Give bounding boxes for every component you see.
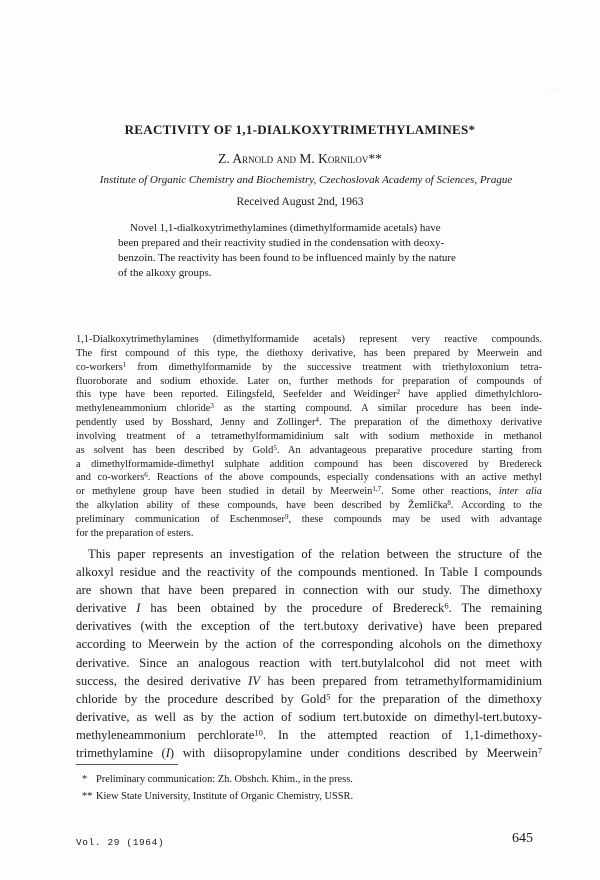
- body-line: This paper represents an investigation of the relation between the structure of the: [88, 547, 542, 561]
- intro-line: as solvent has been described by Gold$^5$. An advantageous preparative procedure starting from: [76, 443, 542, 456]
- citation-marker: 2: [396, 388, 401, 397]
- body-line: trimethylamine (I) with diisopropylamine under conditions described by Meerwein$^7$: [76, 745, 542, 761]
- citation-marker: 9: [285, 513, 289, 521]
- intro-line: the alkylation ability of these compounds, have been described by Žemlička$^8$. According to the: [76, 499, 543, 512]
- body-line: derivative, as well as by the action of sodium tert.butoxide on dimethyl-tert.butoxy-: [76, 709, 542, 724]
- footnote-text: Preliminary communication: Zh. Obshch. Khim., in the press.: [96, 774, 353, 785]
- citation-marker: 5: [273, 443, 277, 452]
- intro-line: methyleneammonium chloride$^3$ as the starting compound. A similar procedure has been inde-: [76, 402, 542, 415]
- body-line: according to Meerwein by the action of the corresponding alcohols on the dimethoxy: [76, 637, 542, 652]
- journal-volume: Vol. 29 (1964): [76, 837, 165, 848]
- citation-marker: 10: [254, 727, 263, 738]
- footnote: [82, 788, 353, 805]
- intro-line: 1,1-Dialkoxytrimethylamines (dimethylformamide acetals) represent very reactive compounds.: [76, 334, 542, 345]
- citation-marker: 3: [210, 402, 214, 411]
- paper-affiliation: Institute of Organic Chemistry and Biochemistry, Czechoslovak Academy of Sciences, Prague: [99, 174, 513, 186]
- introduction-paragraph: [76, 333, 542, 541]
- footnote: [82, 771, 353, 788]
- intro-line: involving treatment of a tetramethylformamidinium salt with sodium methoxide in methanol: [76, 430, 542, 442]
- body-line: derivatives (with the exception of the tert.butoxy derivative) have been prepared: [76, 619, 542, 634]
- abstract-line: of the alkoxy groups.: [118, 267, 212, 279]
- citation-marker: 7: [537, 745, 542, 756]
- body-line: alkoxyl residue and the reactivity of the compounds mentioned. In Table I compounds: [76, 565, 542, 580]
- body-line: derivative. Since an analogous reaction with tert.butylalcohol did not meet with: [76, 655, 542, 670]
- received-date: Received August 2nd, 1963: [236, 196, 364, 208]
- abstract-line: been prepared and their reactivity studied in the condensation with deoxy-: [118, 237, 445, 249]
- footnote-mark: *: [82, 774, 88, 785]
- body-line: success, the desired derivative IV has been prepared from tetramethylformamidinium: [76, 673, 542, 688]
- body-line: derivative I has been obtained by the procedure of Bredereck$^6$. The remaining: [76, 600, 543, 616]
- scan-artifact-icon: ·∴·: [549, 86, 558, 94]
- footnote-text: Kiew State University, Institute of Organic Chemistry, USSR.: [96, 791, 354, 802]
- intro-line: and co-workers$^6$. Reactions of the above compounds, especially condensations with an active methyl: [76, 471, 543, 484]
- footnote-divider: [76, 764, 178, 765]
- body-line: methyleneammonium perchlorate$^{10}$. In the attempted reaction of 1,1-dimethoxy-: [76, 727, 542, 742]
- body-paragraph: [76, 545, 542, 762]
- citation-marker: 1: [122, 360, 127, 369]
- intro-line: fluoroborate and sodium ethoxide. Later on, further methods for preparation of compounds of: [76, 375, 542, 387]
- footnote-mark: **: [82, 791, 93, 802]
- intro-line: co-workers$^1$ from dimethylformamide by the successive treatment with triethyloxonium tetra-: [76, 360, 542, 373]
- intro-line: or methylene group have been studied in detail by Meerwein$^{1,7}$. Some other reactions, inter alia: [76, 485, 542, 498]
- intro-line: this type have been reported. Eilingsfeld, Seefelder and Weidinger$^2$ have applied dimethylchloro-: [76, 388, 542, 401]
- citation-marker: 6: [444, 600, 449, 611]
- intro-line: a dimethylformamide-dimethyl sulphate addition compound has been discovered by Bredereck: [76, 458, 542, 470]
- intro-line: for the preparation of esters.: [76, 527, 194, 539]
- citation-marker: 5: [326, 691, 331, 702]
- intro-line: The first compound of this type, the diethoxy derivative, has been prepared by Meerwein and: [76, 347, 542, 359]
- citation-marker: 4: [315, 416, 319, 425]
- intro-line: preliminary communication of Eschenmoser$^9$, these compounds may be used with advantage: [76, 513, 542, 525]
- intro-line: pendently used by Bosshard, Jenny and Zollinger$^4$. The preparation of the dimethoxy derivative: [76, 416, 542, 429]
- paper-authors: Z. Arnold and M. Kornilov**: [218, 151, 382, 166]
- abstract: [118, 221, 488, 281]
- abstract-line: benzoin. The reactivity has been found to be influenced mainly by the nature: [118, 252, 456, 264]
- citation-marker: 1,7: [372, 485, 382, 494]
- citation-marker: 6: [144, 471, 148, 480]
- body-line: chloride by the procedure described by Gold$^5$ for the preparation of the dimethoxy: [76, 691, 542, 706]
- citation-marker: 8: [447, 499, 451, 508]
- page-number: 645: [512, 831, 533, 846]
- footnotes: [82, 771, 353, 805]
- body-line: are shown that have been prepared in connection with our study. The dimethoxy: [76, 583, 542, 598]
- paper-title: REACTIVITY OF 1,1-DIALKOXYTRIMETHYLAMINES*: [124, 122, 476, 137]
- abstract-line: Novel 1,1-dialkoxytrimethylamines (dimethylformamide acetals) have: [130, 222, 441, 234]
